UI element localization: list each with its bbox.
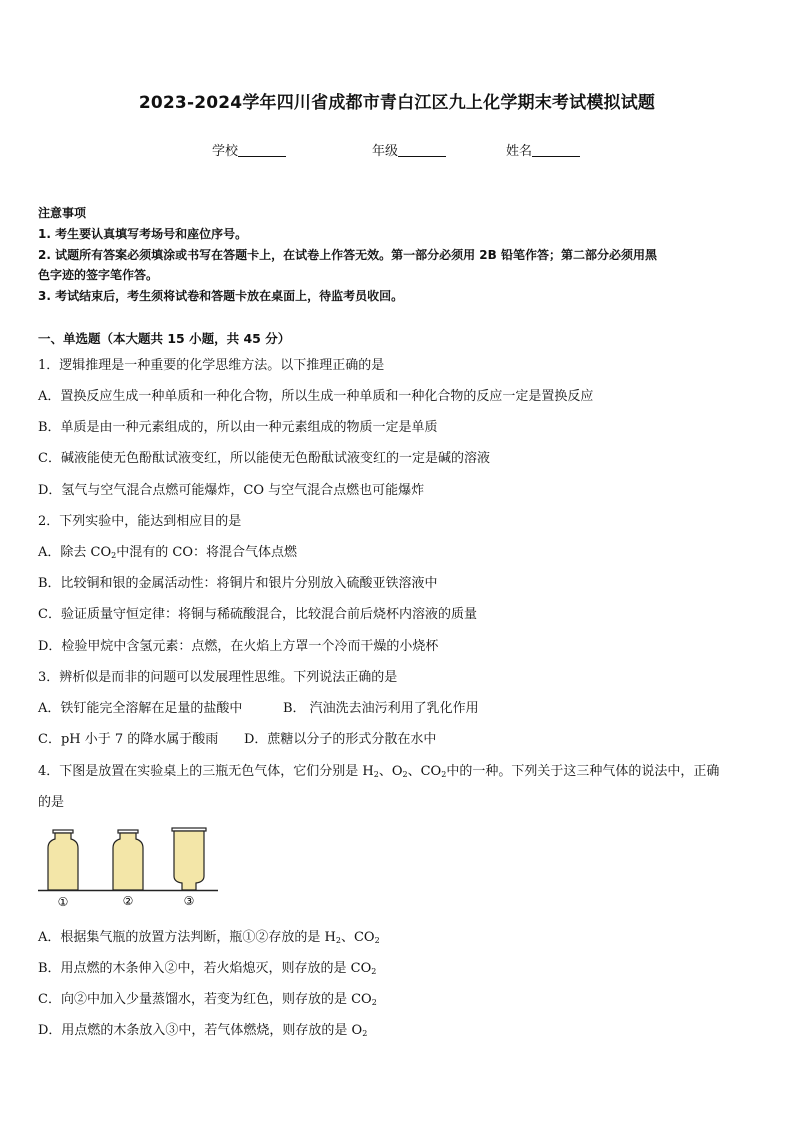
option-b: B．比较铜和银的金属活动性：将铜片和银片分别放入硫酸亚铁溶液中 (38, 576, 438, 591)
bottle-1-icon (48, 830, 78, 890)
option-a: A．置换反应生成一种单质和一种化合物，所以生成一种单质和一种化合物的反应一定是置换反应 (38, 389, 594, 404)
question-stem-cont: 的是 (38, 795, 65, 810)
option-c: C．碱液能使无色酚酞试液变红，所以能使无色酚酞试液变红的一定是碱的溶液 (38, 451, 490, 466)
option-a: A．铁钉能完全溶解在足量的盐酸中 (38, 701, 243, 716)
note-item: 色字迹的签字笔作答。 (38, 268, 159, 282)
bottle-label: ① (57, 895, 69, 909)
option-c: C．向②中加入少量蒸馏水，若变为红色，则存放的是 $CO_2$ (38, 992, 377, 1007)
note-item: 2. 试题所有答案必须填涂或书写在答题卡上，在试卷上作答无效。第一部分必须用 2B 铅笔作答；第二部分必须用黑 (38, 248, 657, 262)
notes-heading: 注意事项 (38, 206, 87, 220)
option-c: C．pH 小于 7 的降水属于酸雨 (38, 732, 219, 747)
question-stem: 1．逻辑推理是一种重要的化学思维方法。以下推理正确的是 (38, 358, 385, 373)
option-a: A．根据集气瓶的放置方法判断，瓶①②存放的是 $H_2$、$CO_2$ (38, 930, 380, 945)
note-item: 3. 考试结束后，考生须将试卷和答题卡放在桌面上，待监考员收回。 (38, 289, 404, 303)
section-title: 一、单选题（本大题共 15 小题，共 45 分） (38, 331, 291, 346)
name-field: 姓名 (506, 140, 580, 159)
school-field: 学校 (212, 140, 286, 159)
name-blank (532, 142, 580, 157)
option-d: D．氢气与空气混合点燃可能爆炸，CO 与空气混合点燃也可能爆炸 (38, 483, 425, 498)
page-title: 2023-2024学年四川省成都市青白江区九上化学期末考试模拟试题 (138, 93, 656, 113)
grade-blank (398, 142, 446, 157)
bottle-label: ③ (183, 894, 195, 908)
school-blank (238, 142, 286, 157)
option-b: B． 汽油洗去油污利用了乳化作用 (283, 701, 479, 716)
option-d: D．用点燃的木条放入③中，若气体燃烧，则存放的是 $O_2$ (38, 1023, 368, 1038)
gas-bottles-figure (38, 826, 218, 910)
bottle-2-icon (113, 830, 143, 890)
option-d: D．检验甲烷中含氢元素：点燃，在火焰上方罩一个冷而干燥的小烧杯 (38, 639, 439, 654)
option-c: C．验证质量守恒定律：将铜与稀硫酸混合，比较混合前后烧杯内溶液的质量 (38, 607, 477, 622)
question-stem: 3．辨析似是而非的问题可以发展理性思维。下列说法正确的是 (38, 670, 398, 685)
grade-field: 年级 (372, 140, 446, 159)
bottle-label: ② (122, 894, 134, 908)
bottle-3-icon (172, 828, 206, 890)
option-d: D．蔗糖以分子的形式分散在水中 (244, 732, 437, 747)
option-a: A．除去 $CO_2$中混有的 CO：将混合气体点燃 (38, 545, 297, 560)
question-stem: 4．下图是放置在实验桌上的三瓶无色气体，它们分别是 $H_2$、$O_2$、$CO_2$中的一种。下列关于这三种气体的说法中，正确 (38, 764, 720, 779)
option-b: B．单质是由一种元素组成的，所以由一种元素组成的物质一定是单质 (38, 420, 438, 435)
question-stem: 2．下列实验中，能达到相应目的是 (38, 514, 242, 529)
note-item: 1. 考生要认真填写考场号和座位序号。 (38, 227, 248, 241)
option-b: B．用点燃的木条伸入②中，若火焰熄灭，则存放的是 $CO_2$ (38, 961, 377, 976)
